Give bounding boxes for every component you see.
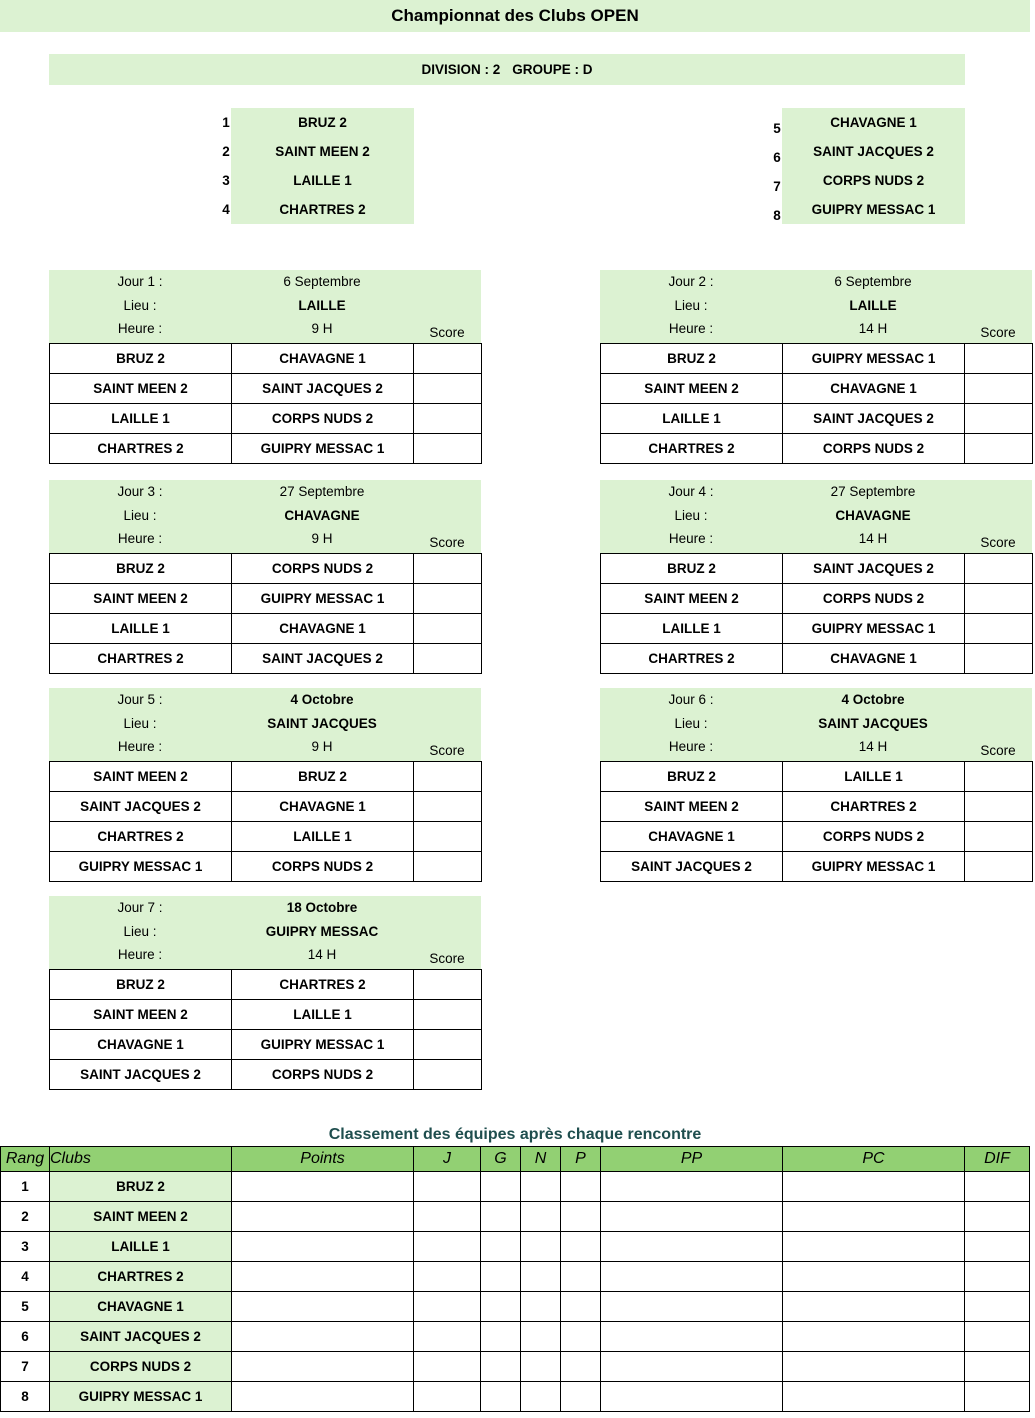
away-team: CORPS NUDS 2 [783, 584, 965, 614]
rank-stat-cell[interactable] [783, 1262, 965, 1292]
rank-stat-cell[interactable] [783, 1202, 965, 1232]
away-team: LAILLE 1 [232, 822, 414, 852]
home-team: SAINT MEEN 2 [50, 762, 232, 792]
rank-stat-cell[interactable] [521, 1262, 561, 1292]
day-lieu-value: GUIPRY MESSAC [265, 923, 379, 939]
rank-stat-cell[interactable] [783, 1322, 965, 1352]
team-name: SAINT MEEN 2 [231, 137, 414, 166]
match-row [50, 822, 482, 852]
rank-stat-cell[interactable] [601, 1172, 783, 1202]
away-team: SAINT JACQUES 2 [783, 404, 965, 434]
rank-stat-cell[interactable] [414, 1232, 481, 1262]
ranking-header-dif: DIF [965, 1147, 1030, 1172]
rank-number: 6 [1, 1322, 50, 1352]
rank-stat-cell[interactable] [601, 1382, 783, 1412]
day-jour-value: 18 Octobre [286, 900, 358, 915]
page-title: Championnat des Clubs OPEN [0, 0, 1030, 32]
day-lieu-label: Lieu : [123, 715, 157, 731]
day-jour-label: Jour 7 : [117, 900, 163, 915]
match-table [49, 343, 482, 464]
score-cell[interactable] [965, 584, 1033, 614]
ranking-header-pp: PP [601, 1147, 783, 1172]
away-team: GUIPRY MESSAC 1 [232, 1030, 414, 1060]
day-heure-value: 14 H [307, 947, 337, 962]
rank-number: 1 [1, 1172, 50, 1202]
rank-club: BRUZ 2 [50, 1172, 232, 1202]
match-day-header [600, 688, 1032, 761]
rank-stat-cell[interactable] [481, 1352, 521, 1382]
match-row [50, 554, 482, 584]
away-team: CORPS NUDS 2 [232, 852, 414, 882]
match-day-header [600, 480, 1032, 553]
match-row [601, 762, 1033, 792]
score-cell[interactable] [414, 970, 482, 1000]
rank-stat-cell[interactable] [601, 1232, 783, 1262]
day-heure-label: Heure : [668, 739, 714, 754]
match-row [601, 792, 1033, 822]
rank-stat-cell[interactable] [965, 1352, 1030, 1382]
home-team: LAILLE 1 [50, 614, 232, 644]
day-heure-label: Heure : [117, 321, 163, 336]
score-cell[interactable] [965, 344, 1033, 374]
rank-stat-cell[interactable] [521, 1352, 561, 1382]
ranking-header-rang: Rang [1, 1147, 50, 1172]
home-team: CHAVAGNE 1 [50, 1030, 232, 1060]
score-cell[interactable] [414, 344, 482, 374]
ranking-row [1, 1292, 1030, 1322]
score-cell[interactable] [414, 852, 482, 882]
rank-stat-cell[interactable] [521, 1382, 561, 1412]
score-header: Score [980, 535, 1016, 550]
home-team: SAINT MEEN 2 [50, 374, 232, 404]
day-jour-value: 4 Octobre [290, 692, 354, 707]
rank-stat-cell[interactable] [481, 1232, 521, 1262]
home-team: SAINT MEEN 2 [50, 584, 232, 614]
rank-stat-cell[interactable] [232, 1352, 414, 1382]
rank-stat-cell[interactable] [561, 1232, 601, 1262]
score-cell[interactable] [965, 762, 1033, 792]
match-row [50, 644, 482, 674]
day-jour-value: 6 Septembre [834, 274, 912, 289]
team-name: GUIPRY MESSAC 1 [782, 195, 965, 224]
rank-stat-cell[interactable] [232, 1262, 414, 1292]
rank-stat-cell[interactable] [601, 1262, 783, 1292]
away-team: SAINT JACQUES 2 [232, 374, 414, 404]
score-cell[interactable] [965, 822, 1033, 852]
ranking-row [1, 1202, 1030, 1232]
score-cell[interactable] [414, 434, 482, 464]
rank-stat-cell[interactable] [561, 1202, 601, 1232]
day-heure-label: Heure : [117, 947, 163, 962]
score-cell[interactable] [414, 822, 482, 852]
score-cell[interactable] [414, 1060, 482, 1090]
score-cell[interactable] [965, 374, 1033, 404]
rank-stat-cell[interactable] [601, 1202, 783, 1232]
rank-stat-cell[interactable] [481, 1382, 521, 1412]
home-team: BRUZ 2 [601, 344, 783, 374]
rank-stat-cell[interactable] [414, 1202, 481, 1232]
day-heure-value: 14 H [858, 321, 888, 336]
rank-stat-cell[interactable] [414, 1172, 481, 1202]
score-cell[interactable] [414, 1000, 482, 1030]
match-row [601, 404, 1033, 434]
score-cell[interactable] [414, 614, 482, 644]
day-heure-label: Heure : [117, 531, 163, 546]
ranking-row [1, 1172, 1030, 1202]
away-team: CORPS NUDS 2 [783, 822, 965, 852]
day-heure-label: Heure : [117, 739, 163, 754]
home-team: CHARTRES 2 [50, 644, 232, 674]
day-heure-value: 14 H [858, 739, 888, 754]
rank-stat-cell[interactable] [561, 1262, 601, 1292]
team-name: CHAVAGNE 1 [782, 108, 965, 137]
rank-stat-cell[interactable] [965, 1262, 1030, 1292]
away-team: GUIPRY MESSAC 1 [232, 584, 414, 614]
rank-stat-cell[interactable] [481, 1202, 521, 1232]
match-row [50, 792, 482, 822]
rank-stat-cell[interactable] [414, 1262, 481, 1292]
day-jour-label: Jour 6 : [668, 692, 714, 707]
team-name: CHARTRES 2 [231, 195, 414, 224]
away-team: GUIPRY MESSAC 1 [232, 434, 414, 464]
match-day-header [49, 480, 481, 553]
rank-stat-cell[interactable] [783, 1382, 965, 1412]
score-header: Score [429, 535, 465, 550]
day-lieu-label: Lieu : [674, 715, 708, 731]
away-team: CHARTRES 2 [232, 970, 414, 1000]
rank-club: GUIPRY MESSAC 1 [50, 1382, 232, 1412]
home-team: BRUZ 2 [50, 554, 232, 584]
away-team: CHAVAGNE 1 [232, 614, 414, 644]
team-number: 3 [222, 173, 230, 188]
rank-club: SAINT JACQUES 2 [50, 1322, 232, 1352]
away-team: CHARTRES 2 [783, 792, 965, 822]
rank-club: CHARTRES 2 [50, 1262, 232, 1292]
rank-stat-cell[interactable] [965, 1292, 1030, 1322]
match-row [50, 1060, 482, 1090]
rank-stat-cell[interactable] [481, 1322, 521, 1352]
match-row [601, 374, 1033, 404]
match-row [50, 404, 482, 434]
home-team: BRUZ 2 [50, 344, 232, 374]
match-row [601, 554, 1033, 584]
group-label: GROUPE : D [512, 62, 593, 77]
day-lieu-label: Lieu : [123, 923, 157, 939]
rank-stat-cell[interactable] [965, 1172, 1030, 1202]
score-cell[interactable] [414, 762, 482, 792]
rank-stat-cell[interactable] [561, 1382, 601, 1412]
home-team: BRUZ 2 [601, 762, 783, 792]
match-row [50, 1030, 482, 1060]
rank-stat-cell[interactable] [232, 1292, 414, 1322]
away-team: CORPS NUDS 2 [783, 434, 965, 464]
ranking-header-points: Points [232, 1147, 414, 1172]
rank-stat-cell[interactable] [521, 1322, 561, 1352]
rank-stat-cell[interactable] [414, 1352, 481, 1382]
away-team: LAILLE 1 [232, 1000, 414, 1030]
home-team: SAINT JACQUES 2 [50, 792, 232, 822]
rank-stat-cell[interactable] [521, 1172, 561, 1202]
home-team: BRUZ 2 [50, 970, 232, 1000]
away-team: CHAVAGNE 1 [783, 374, 965, 404]
team-number: 6 [773, 150, 781, 165]
rank-stat-cell[interactable] [521, 1232, 561, 1262]
rank-number: 3 [1, 1232, 50, 1262]
away-team: CHAVAGNE 1 [783, 644, 965, 674]
rank-club: CORPS NUDS 2 [50, 1352, 232, 1382]
home-team: CHARTRES 2 [601, 434, 783, 464]
day-lieu-value: SAINT JACQUES [818, 715, 928, 731]
rank-number: 5 [1, 1292, 50, 1322]
rank-stat-cell[interactable] [561, 1292, 601, 1322]
team-name: SAINT JACQUES 2 [782, 137, 965, 166]
away-team: CORPS NUDS 2 [232, 404, 414, 434]
score-cell[interactable] [414, 1030, 482, 1060]
rank-stat-cell[interactable] [601, 1322, 783, 1352]
day-jour-value: 27 Septembre [830, 484, 916, 499]
score-cell[interactable] [965, 852, 1033, 882]
day-heure-value: 9 H [311, 321, 333, 336]
match-row [601, 344, 1033, 374]
away-team: CORPS NUDS 2 [232, 1060, 414, 1090]
rank-stat-cell[interactable] [481, 1292, 521, 1322]
home-team: LAILLE 1 [601, 614, 783, 644]
home-team: CHARTRES 2 [601, 644, 783, 674]
home-team: SAINT MEEN 2 [601, 792, 783, 822]
rank-club: LAILLE 1 [50, 1232, 232, 1262]
day-lieu-label: Lieu : [674, 507, 708, 523]
ranking-row [1, 1262, 1030, 1292]
home-team: CHARTRES 2 [50, 822, 232, 852]
score-header: Score [429, 743, 465, 758]
match-row [601, 584, 1033, 614]
rank-stat-cell[interactable] [965, 1322, 1030, 1352]
score-cell[interactable] [414, 644, 482, 674]
day-jour-label: Jour 4 : [668, 484, 714, 499]
day-heure-value: 14 H [858, 531, 888, 546]
home-team: SAINT MEEN 2 [601, 584, 783, 614]
rank-stat-cell[interactable] [783, 1172, 965, 1202]
score-cell[interactable] [965, 792, 1033, 822]
match-row [50, 344, 482, 374]
rank-stat-cell[interactable] [965, 1382, 1030, 1412]
away-team: GUIPRY MESSAC 1 [783, 852, 965, 882]
home-team: LAILLE 1 [50, 404, 232, 434]
rank-stat-cell[interactable] [232, 1322, 414, 1352]
match-day-header [600, 270, 1032, 343]
rank-club: CHAVAGNE 1 [50, 1292, 232, 1322]
ranking-header-j: J [414, 1147, 481, 1172]
division-bar [49, 54, 965, 85]
home-team: CHARTRES 2 [50, 434, 232, 464]
day-heure-value: 9 H [311, 531, 333, 546]
away-team: CHAVAGNE 1 [232, 792, 414, 822]
match-row [601, 434, 1033, 464]
team-name: LAILLE 1 [231, 166, 414, 195]
team-number: 5 [773, 121, 781, 136]
score-cell[interactable] [965, 434, 1033, 464]
day-jour-label: Jour 1 : [117, 274, 163, 289]
home-team: SAINT MEEN 2 [50, 1000, 232, 1030]
away-team: CORPS NUDS 2 [232, 554, 414, 584]
rank-stat-cell[interactable] [601, 1292, 783, 1322]
match-day-header [49, 270, 481, 343]
home-team: GUIPRY MESSAC 1 [50, 852, 232, 882]
rank-stat-cell[interactable] [965, 1202, 1030, 1232]
rank-club: SAINT MEEN 2 [50, 1202, 232, 1232]
ranking-header-pc: PC [783, 1147, 965, 1172]
day-jour-value: 4 Octobre [841, 692, 905, 707]
match-table [600, 553, 1033, 674]
score-header: Score [429, 951, 465, 966]
away-team: SAINT JACQUES 2 [783, 554, 965, 584]
rank-stat-cell[interactable] [601, 1352, 783, 1382]
team-name: CORPS NUDS 2 [782, 166, 965, 195]
match-row [50, 1000, 482, 1030]
rank-stat-cell[interactable] [521, 1292, 561, 1322]
rank-stat-cell[interactable] [414, 1292, 481, 1322]
match-row [50, 970, 482, 1000]
ranking-title: Classement des équipes après chaque rencontre [328, 1126, 702, 1143]
rank-number: 8 [1, 1382, 50, 1412]
score-cell[interactable] [965, 614, 1033, 644]
rank-stat-cell[interactable] [481, 1262, 521, 1292]
score-cell[interactable] [414, 792, 482, 822]
home-team: BRUZ 2 [601, 554, 783, 584]
rank-stat-cell[interactable] [232, 1232, 414, 1262]
score-header: Score [980, 325, 1016, 340]
rank-stat-cell[interactable] [232, 1382, 414, 1412]
ranking-row [1, 1382, 1030, 1412]
rank-stat-cell[interactable] [521, 1202, 561, 1232]
day-jour-label: Jour 5 : [117, 692, 163, 707]
rank-stat-cell[interactable] [561, 1172, 601, 1202]
match-table [49, 761, 482, 882]
score-header: Score [980, 743, 1016, 758]
day-jour-label: Jour 2 : [668, 274, 714, 289]
day-lieu-label: Lieu : [123, 297, 157, 313]
match-row [601, 852, 1033, 882]
home-team: CHAVAGNE 1 [601, 822, 783, 852]
score-cell[interactable] [965, 644, 1033, 674]
team-number: 1 [222, 115, 230, 130]
ranking-header-clubs: Clubs [50, 1147, 232, 1172]
match-row [50, 852, 482, 882]
rank-number: 7 [1, 1352, 50, 1382]
rank-stat-cell[interactable] [561, 1322, 601, 1352]
rank-stat-cell[interactable] [965, 1232, 1030, 1262]
rank-stat-cell[interactable] [232, 1202, 414, 1232]
ranking-row [1, 1322, 1030, 1352]
ranking-row [1, 1352, 1030, 1382]
division-label: DIVISION : 2 [421, 62, 501, 77]
day-lieu-value: LAILLE [298, 297, 346, 313]
ranking-header-g: G [481, 1147, 521, 1172]
match-row [50, 374, 482, 404]
team-number: 8 [773, 208, 781, 223]
match-table [49, 969, 482, 1090]
rank-number: 4 [1, 1262, 50, 1292]
match-day-header [49, 896, 481, 969]
ranking-header-p: P [561, 1147, 601, 1172]
score-cell[interactable] [965, 554, 1033, 584]
away-team: GUIPRY MESSAC 1 [783, 344, 965, 374]
match-table [49, 553, 482, 674]
home-team: LAILLE 1 [601, 404, 783, 434]
score-cell[interactable] [414, 404, 482, 434]
rank-stat-cell[interactable] [783, 1232, 965, 1262]
home-team: SAINT JACQUES 2 [601, 852, 783, 882]
day-lieu-value: LAILLE [849, 297, 897, 313]
day-jour-value: 6 Septembre [283, 274, 361, 289]
day-heure-label: Heure : [668, 321, 714, 336]
match-row [50, 434, 482, 464]
away-team: CHAVAGNE 1 [232, 344, 414, 374]
rank-stat-cell[interactable] [783, 1292, 965, 1322]
rank-stat-cell[interactable] [414, 1382, 481, 1412]
match-row [601, 614, 1033, 644]
day-lieu-value: SAINT JACQUES [267, 715, 377, 731]
day-heure-label: Heure : [668, 531, 714, 546]
ranking-header-row [1, 1147, 1030, 1172]
team-number: 4 [222, 202, 230, 217]
rank-stat-cell[interactable] [561, 1352, 601, 1382]
day-lieu-label: Lieu : [674, 297, 708, 313]
match-row [601, 644, 1033, 674]
team-name: BRUZ 2 [231, 108, 414, 137]
score-cell[interactable] [414, 374, 482, 404]
rank-stat-cell[interactable] [481, 1172, 521, 1202]
ranking-row [1, 1232, 1030, 1262]
score-cell[interactable] [414, 584, 482, 614]
rank-number: 2 [1, 1202, 50, 1232]
away-team: SAINT JACQUES 2 [232, 644, 414, 674]
rank-stat-cell[interactable] [783, 1352, 965, 1382]
team-number: 2 [222, 144, 230, 159]
day-lieu-value: CHAVAGNE [284, 507, 360, 523]
rank-stat-cell[interactable] [414, 1322, 481, 1352]
day-jour-label: Jour 3 : [117, 484, 163, 499]
rank-stat-cell[interactable] [232, 1172, 414, 1202]
match-row [50, 614, 482, 644]
day-lieu-value: CHAVAGNE [835, 507, 911, 523]
match-row [50, 584, 482, 614]
score-header: Score [429, 325, 465, 340]
score-cell[interactable] [965, 404, 1033, 434]
ranking-table [0, 1146, 1030, 1412]
away-team: GUIPRY MESSAC 1 [783, 614, 965, 644]
match-day-header [49, 688, 481, 761]
away-team: BRUZ 2 [232, 762, 414, 792]
team-number: 7 [773, 179, 781, 194]
away-team: LAILLE 1 [783, 762, 965, 792]
match-table [600, 761, 1033, 882]
day-lieu-label: Lieu : [123, 507, 157, 523]
home-team: SAINT MEEN 2 [601, 374, 783, 404]
day-heure-value: 9 H [311, 739, 333, 754]
ranking-header-n: N [521, 1147, 561, 1172]
home-team: SAINT JACQUES 2 [50, 1060, 232, 1090]
match-row [50, 762, 482, 792]
day-jour-value: 27 Septembre [279, 484, 365, 499]
match-row [601, 822, 1033, 852]
score-cell[interactable] [414, 554, 482, 584]
match-table [600, 343, 1033, 464]
